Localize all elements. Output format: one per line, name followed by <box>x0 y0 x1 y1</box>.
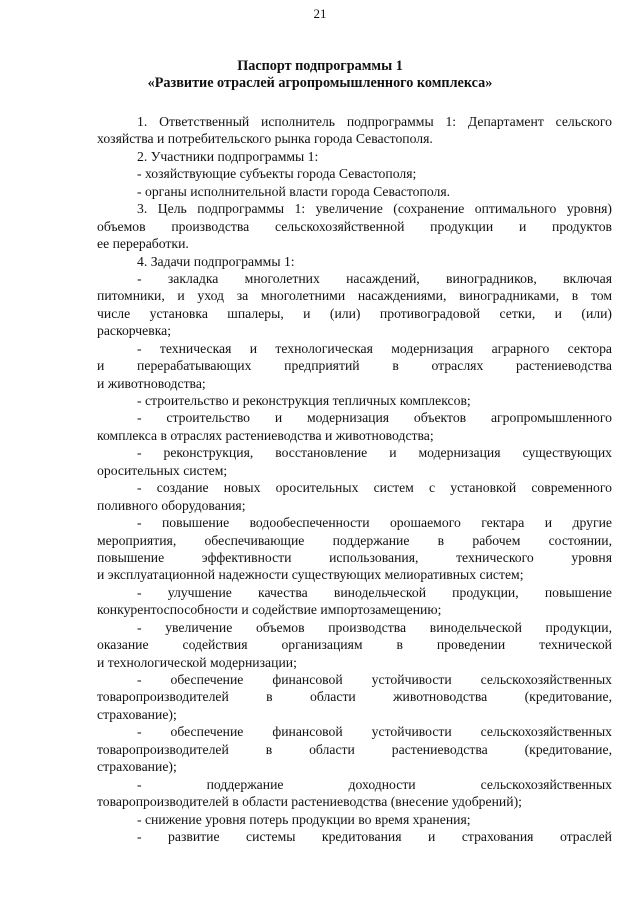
page-number: 21 <box>313 6 327 21</box>
text-line: - обеспечение финансовой устойчивости сельскохозяйственных <box>137 672 612 687</box>
text-line: мероприятия, обеспечивающие поддержание в рабочем состоянии, <box>97 532 612 548</box>
text-line: оказание содействия организациям в проведении технической <box>97 637 612 653</box>
text-line: товаропроизводителей в области растениеводства (кредитование, <box>97 741 612 757</box>
text-line: поливного оборудования; <box>97 497 246 513</box>
text-line: товаропроизводителей в области растениеводства (внесение удобрений); <box>97 794 522 810</box>
text-line: и животноводства; <box>97 375 206 391</box>
text-line: конкурентоспособности и содействие импортозамещению; <box>97 602 442 618</box>
document-title-line-2: «Развитие отраслей агропромышленного комплекса» <box>147 75 493 91</box>
text-line: - повышение водообеспеченности орошаемого гектара и другие <box>137 515 612 531</box>
text-line: страхование); <box>97 759 177 775</box>
text-line: страхование); <box>97 706 177 722</box>
text-line: - обеспечение финансовой устойчивости сельскохозяйственных <box>137 724 612 740</box>
text-line: - увеличение объемов производства винодельческой продукции, <box>137 619 612 635</box>
text-line: товаропроизводителей в области животноводства (кредитование, <box>97 689 612 705</box>
text-line: 2. Участники подпрограммы 1: <box>137 148 319 164</box>
text-line: и эксплуатационной надежности существующих мелиоративных систем; <box>97 567 524 583</box>
document-body <box>97 113 612 845</box>
text-line: 3. Цель подпрограммы 1: увеличение (сохранение оптимального уровня) <box>137 201 612 217</box>
text-line: оросительных систем; <box>97 462 228 478</box>
text-line: ее переработки. <box>97 236 189 252</box>
document-title-line-1: Паспорт подпрограммы 1 <box>237 58 403 74</box>
text-line: 1. Ответственный исполнитель подпрограммы 1: Департамент сельского <box>137 114 612 129</box>
text-line: - создание новых оросительных систем с установкой современного <box>137 480 612 496</box>
text-line: - закладка многолетних насаждений, виноградников, включая <box>137 270 612 286</box>
text-line: питомники, и уход за многолетними насаждениями, виноградниками, в том <box>97 288 612 304</box>
text-line: и перерабатывающих предприятий в отраслях растениеводства <box>97 358 612 374</box>
text-line: - органы исполнительной власти города Севастополя. <box>137 183 451 199</box>
text-line: - развитие системы кредитования и страхования отраслей <box>137 828 612 844</box>
text-line: числе установка шпалеры, и (или) противоградовой сетки, и (или) <box>97 305 612 321</box>
text-line: - строительство и реконструкция тепличных комплексов; <box>137 393 471 408</box>
text-line: и технологической модернизации; <box>97 654 297 670</box>
text-line: хозяйства и потребительского рынка города Севастополя. <box>97 131 433 147</box>
text-line: - снижение уровня потерь продукции во время хранения; <box>137 811 471 827</box>
text-line: 4. Задачи подпрограммы 1: <box>137 253 295 269</box>
text-line: раскорчевка; <box>97 323 172 339</box>
text-line: объемов производства сельскохозяйственной продукции и продуктов <box>97 218 612 234</box>
text-line: повышение эффективности использования, технического уровня <box>97 549 612 565</box>
text-line: - хозяйствующие субъекты города Севастополя; <box>137 166 417 182</box>
text-line: комплекса в отраслях растениеводства и животноводства; <box>97 427 434 443</box>
text-line: - улучшение качества винодельческой продукции, повышение <box>137 584 612 600</box>
text-line: - поддержание доходности сельскохозяйственных <box>137 776 612 792</box>
text-line: - реконструкция, восстановление и модернизация существующих <box>137 445 612 461</box>
text-line: - техническая и технологическая модернизация аграрного сектора <box>137 340 612 356</box>
text-line: - строительство и модернизация объектов агропромышленного <box>137 410 612 426</box>
